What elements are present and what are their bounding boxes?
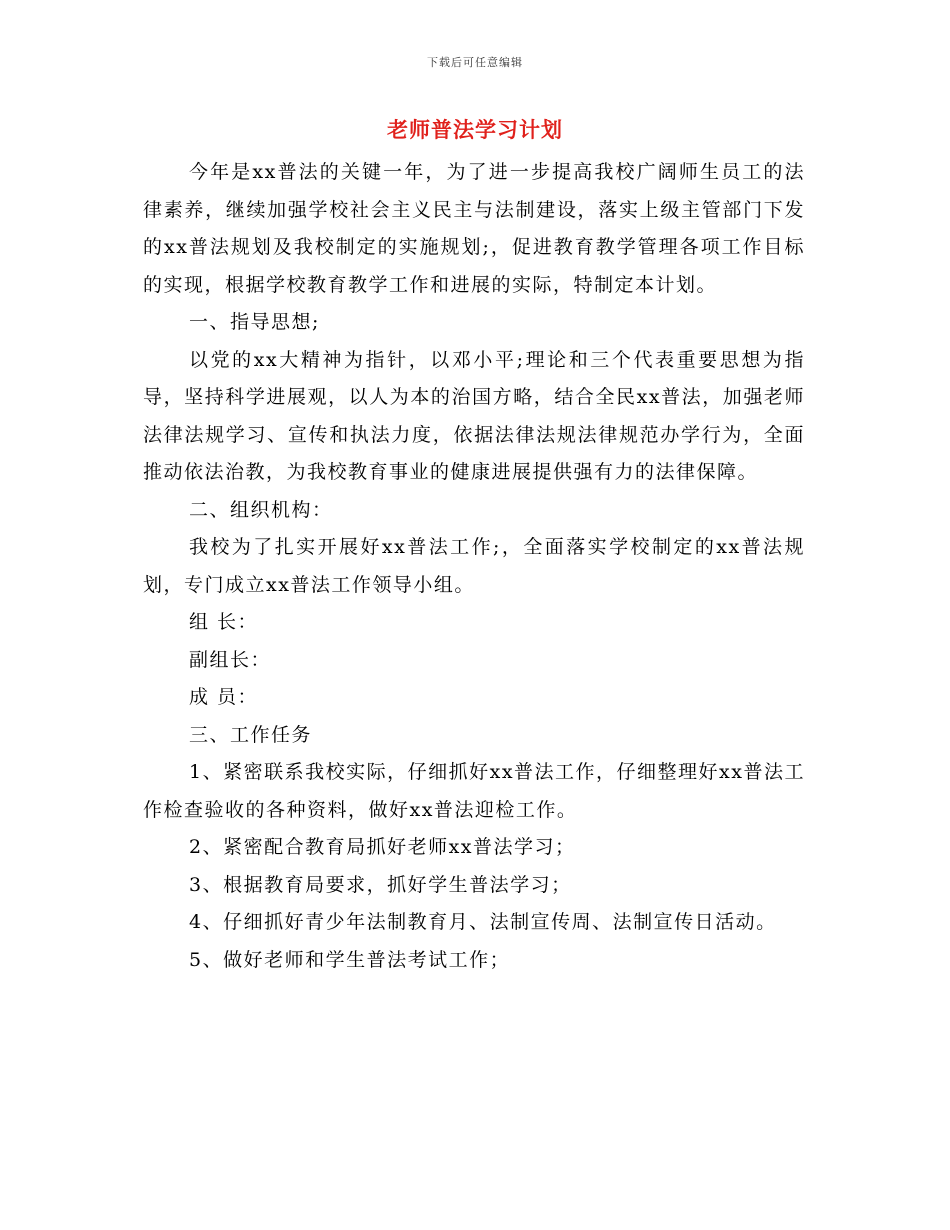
- task-item-1: 1、紧密联系我校实际，仔细抓好xx普法工作，仔细整理好xx普法工作检查验收的各种资料，做好xx普法迎检工作。: [143, 761, 805, 821]
- task-item-4: 4、仔细抓好青少年法制教育月、法制宣传周、法制宣传日活动。: [189, 911, 777, 933]
- role-leader: 组 长：: [189, 611, 259, 633]
- task-item-3: 3、根据教育局要求，抓好学生普法学习；: [189, 873, 572, 896]
- header-note: 下载后可任意编辑: [427, 56, 523, 69]
- paragraph-intro: 今年是xx普法的关键一年，为了进一步提高我校广阔师生员工的法律素养，继续加强学校社会主义民主与法制建设，落实上级主管部门下发的xx普法规划及我校制定的实施规划;，促进教育教学管理各项工作目标的实现，根据学校教育教学工作和进展的实际，特制定本计划。: [143, 161, 805, 296]
- section-heading-guiding-thought: 一、指导思想;: [189, 311, 320, 333]
- role-members: 成 员：: [189, 686, 259, 708]
- task-item-5: 5、做好老师和学生普法考试工作；: [189, 948, 511, 971]
- task-item-2: 2、紧密配合教育局抓好老师xx普法学习；: [189, 836, 576, 858]
- document-body: [143, 154, 805, 979]
- document-title: 老师普法学习计划: [387, 117, 563, 142]
- section-heading-organization: 二、组织机构：: [189, 498, 333, 521]
- paragraph-guiding-thought: 以党的xx大精神为指针，以邓小平;理论和三个代表重要思想为指导，坚持科学进展观，以人为本的治国方略，结合全民xx普法，加强老师法律法规学习、宣传和执法力度，依据法律法规法律规范办学行为，全面推动依法治教，为我校教育事业的健康进展提供强有力的法律保障。: [143, 348, 805, 483]
- role-deputy-leader: 副组长：: [189, 648, 272, 671]
- section-heading-tasks: 三、工作任务: [189, 723, 313, 746]
- paragraph-organization: 我校为了扎实开展好xx普法工作;，全面落实学校制定的xx普法规划，专门成立xx普法工作领导小组。: [143, 536, 805, 596]
